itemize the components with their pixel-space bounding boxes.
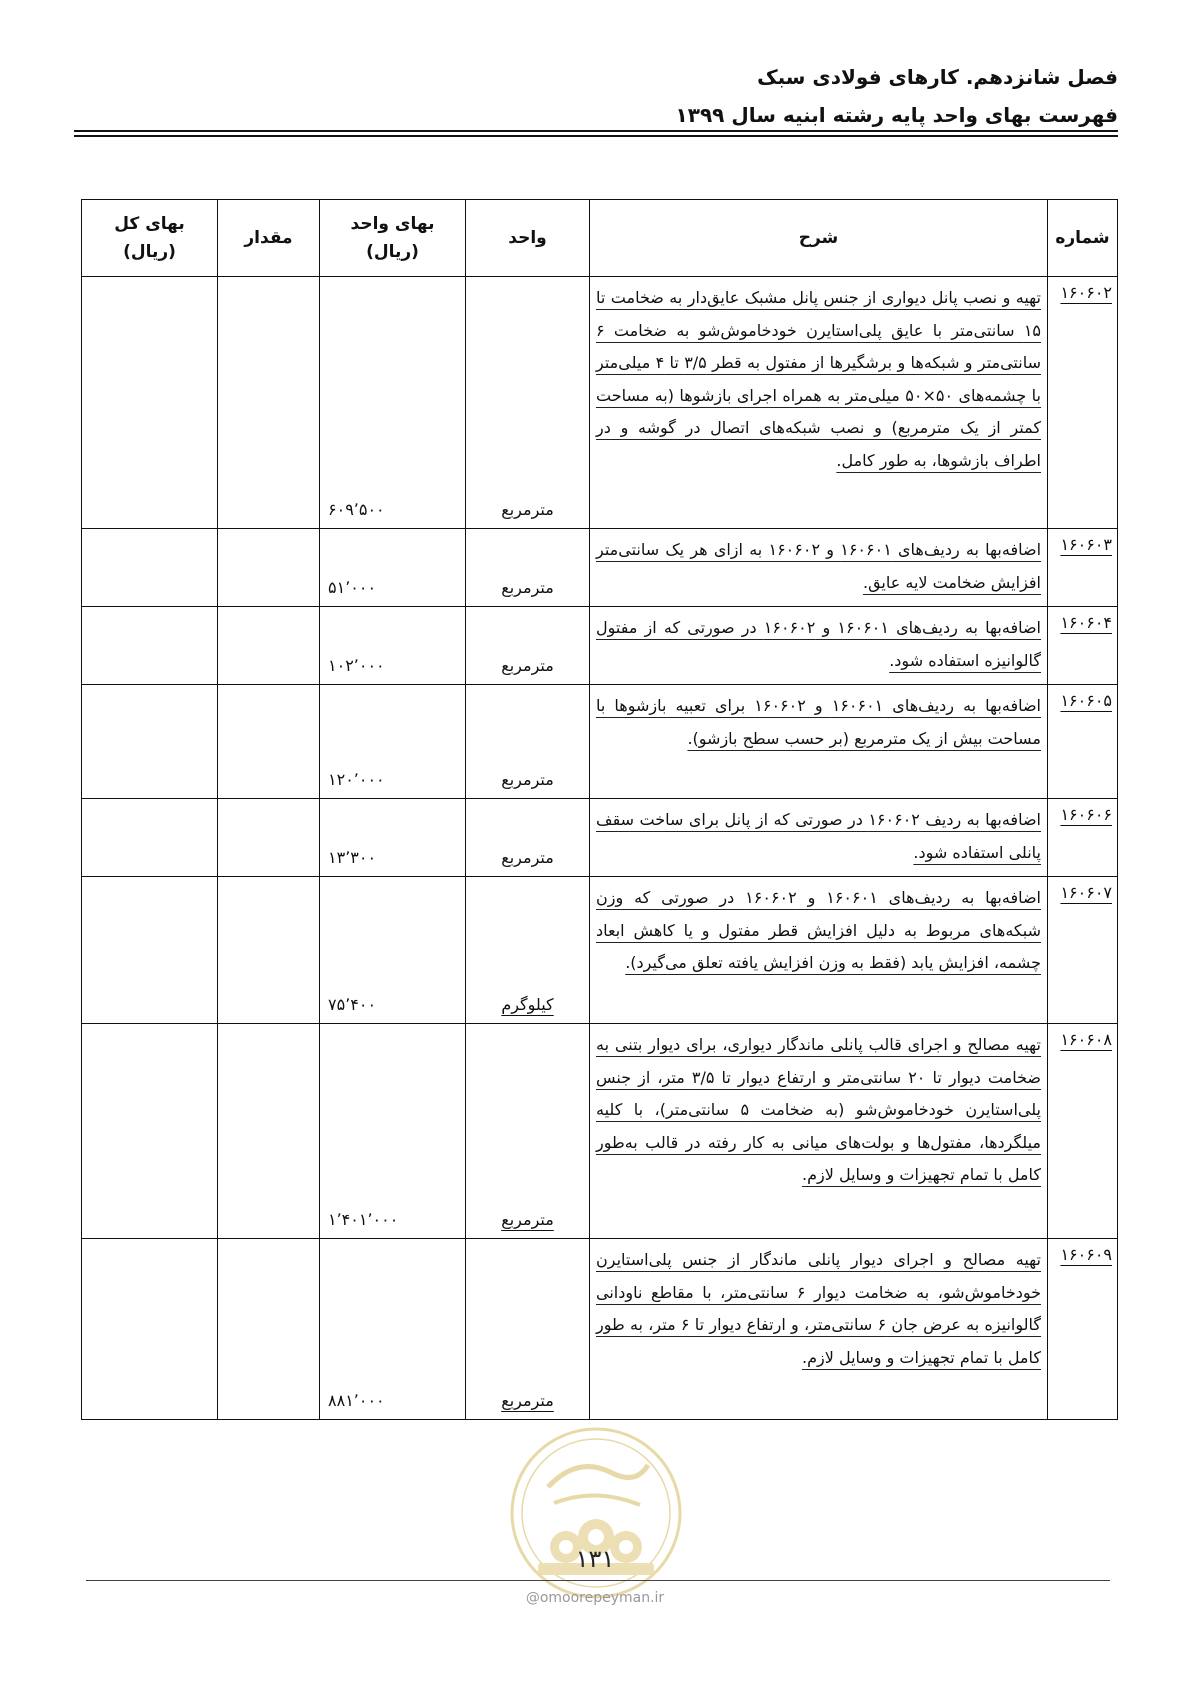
item-quantity	[218, 277, 320, 529]
table-row	[82, 685, 1118, 799]
table-row	[82, 607, 1118, 685]
col-header-unit: واحد	[466, 200, 590, 277]
item-unit-price: ۱۲۰٬۰۰۰	[320, 685, 466, 799]
publisher-stamp-watermark	[508, 1425, 684, 1601]
item-description: تهیه مصالح و اجرای دیوار پانلی ماندگار از جنس پلی‌استایرن خودخاموش‌شو، به ضخامت دیوار ۶ سانتی‌متر، با مقاطع ناودانی گالوانیزه به عرض جان ۶ سانتی‌متر، و ارتفاع دیوار تا ۶ متر، به طور کامل با تمام تجهیزات و وسایل لازم.	[590, 1239, 1048, 1420]
item-unit: مترمربع	[466, 685, 590, 799]
item-unit-price: ۱۳٬۳۰۰	[320, 799, 466, 877]
item-number: ۱۶۰۶۰۹	[1048, 1239, 1118, 1420]
item-unit: کیلوگرم	[466, 877, 590, 1024]
page-header	[74, 58, 1118, 134]
item-total	[82, 877, 218, 1024]
item-description: تهیه و نصب پانل دیواری از جنس پانل مشبک عایق‌دار به ضخامت تا ۱۵ سانتی‌متر با عایق پلی‌استایرن خودخاموش‌شو به ضخامت ۶ سانتی‌متر و شبکه‌ها و برشگیرها از مفتول به قطر ۳/۵ تا ۴ میلی‌متر با چشمه‌های ۵۰×۵۰ میلی‌متر به همراه اجرای بازشوها (به مساحت کمتر از یک مترمربع) و نصب شبکه‌های اتصال در گوشه و در اطراف بازشوها، به طور کامل.	[590, 277, 1048, 529]
item-description: تهیه مصالح و اجرای قالب پانلی ماندگار دیواری، برای دیوار بتنی به ضخامت دیوار تا ۲۰ سانتی‌متر و ارتفاع دیوار تا ۳/۵ متر، از جنس پلی‌استایرن خودخاموش‌شو (به ضخامت ۵ سانتی‌متر)، با کلیه میلگردها، مفتول‌ها و بولت‌های میانی به کار رفته در قالب به‌طور کامل با تمام تجهیزات و وسایل لازم.	[590, 1024, 1048, 1239]
price-list-title: فهرست بهای واحد پایه رشته ابنیه سال ۱۳۹۹	[675, 103, 1118, 127]
header-rule-double	[74, 135, 1118, 137]
table-row	[82, 877, 1118, 1024]
item-number: ۱۶۰۶۰۲	[1048, 277, 1118, 529]
item-quantity	[218, 607, 320, 685]
footer-rule	[86, 1580, 1110, 1581]
table-row	[82, 529, 1118, 607]
item-number: ۱۶۰۶۰۷	[1048, 877, 1118, 1024]
item-quantity	[218, 877, 320, 1024]
price-table	[81, 199, 1118, 1420]
item-quantity	[218, 529, 320, 607]
item-number: ۱۶۰۶۰۵	[1048, 685, 1118, 799]
item-number: ۱۶۰۶۰۳	[1048, 529, 1118, 607]
item-total	[82, 685, 218, 799]
item-description: اضافه‌بها به ردیف‌های ۱۶۰۶۰۱ و ۱۶۰۶۰۲ در صورتی که از مفتول گالوانیزه استفاده شود.	[590, 607, 1048, 685]
item-description: اضافه‌بها به ردیف‌های ۱۶۰۶۰۱ و ۱۶۰۶۰۲ برای تعبیه بازشوها با مساحت بیش از یک مترمربع (بر حسب سطح بازشو).	[590, 685, 1048, 799]
item-total	[82, 1239, 218, 1420]
item-unit: مترمربع	[466, 529, 590, 607]
table-header-row	[82, 200, 1118, 277]
unit-price-currency: (ریال)	[366, 242, 419, 262]
item-unit: مترمربع	[466, 277, 590, 529]
table-row	[82, 277, 1118, 529]
item-number: ۱۶۰۶۰۸	[1048, 1024, 1118, 1239]
item-quantity	[218, 799, 320, 877]
col-header-unit-price	[320, 200, 466, 277]
unit-price-label: بهای واحد	[350, 214, 435, 234]
item-description: اضافه‌بها به ردیف ۱۶۰۶۰۲ در صورتی که از پانل برای ساخت سقف پانلی استفاده شود.	[590, 799, 1048, 877]
website-watermark: @omoorepeyman.ir	[525, 1590, 665, 1606]
item-unit-price: ۵۱٬۰۰۰	[320, 529, 466, 607]
item-unit-price: ۷۵٬۴۰۰	[320, 877, 466, 1024]
col-header-quantity: مقدار	[218, 200, 320, 277]
item-quantity	[218, 685, 320, 799]
item-unit: مترمربع	[466, 1024, 590, 1239]
item-total	[82, 799, 218, 877]
item-description: اضافه‌بها به ردیف‌های ۱۶۰۶۰۱ و ۱۶۰۶۰۲ در صورتی که وزن شبکه‌های مربوط به دلیل افزایش قطر مفتول و یا کاهش ابعاد چشمه، افزایش یابد (فقط به وزن افزایش یافته تعلق می‌گیرد).	[590, 877, 1048, 1024]
item-unit-price: ۱۰۲٬۰۰۰	[320, 607, 466, 685]
header-rule	[74, 130, 1118, 132]
item-description: اضافه‌بها به ردیف‌های ۱۶۰۶۰۱ و ۱۶۰۶۰۲ به ازای هر یک سانتی‌متر افزایش ضخامت لایه عایق.	[590, 529, 1048, 607]
item-total	[82, 277, 218, 529]
col-header-description: شرح	[590, 200, 1048, 277]
item-quantity	[218, 1239, 320, 1420]
table-row	[82, 1024, 1118, 1239]
item-number: ۱۶۰۶۰۴	[1048, 607, 1118, 685]
col-header-number: شماره	[1048, 200, 1118, 277]
table-row	[82, 1239, 1118, 1420]
item-unit-price: ۸۸۱٬۰۰۰	[320, 1239, 466, 1420]
page-number: ۱۳۱	[575, 1545, 615, 1573]
item-unit: مترمربع	[466, 607, 590, 685]
item-total	[82, 1024, 218, 1239]
item-total	[82, 529, 218, 607]
table-row	[82, 799, 1118, 877]
item-number: ۱۶۰۶۰۶	[1048, 799, 1118, 877]
item-unit-price: ۶۰۹٬۵۰۰	[320, 277, 466, 529]
item-unit-price: ۱٬۴۰۱٬۰۰۰	[320, 1024, 466, 1239]
item-unit: مترمربع	[466, 799, 590, 877]
col-header-total: بهای کل (ریال)	[82, 200, 218, 277]
item-total	[82, 607, 218, 685]
chapter-title: فصل شانزدهم. کارهای فولادی سبک	[757, 65, 1118, 89]
item-quantity	[218, 1024, 320, 1239]
item-unit: مترمربع	[466, 1239, 590, 1420]
